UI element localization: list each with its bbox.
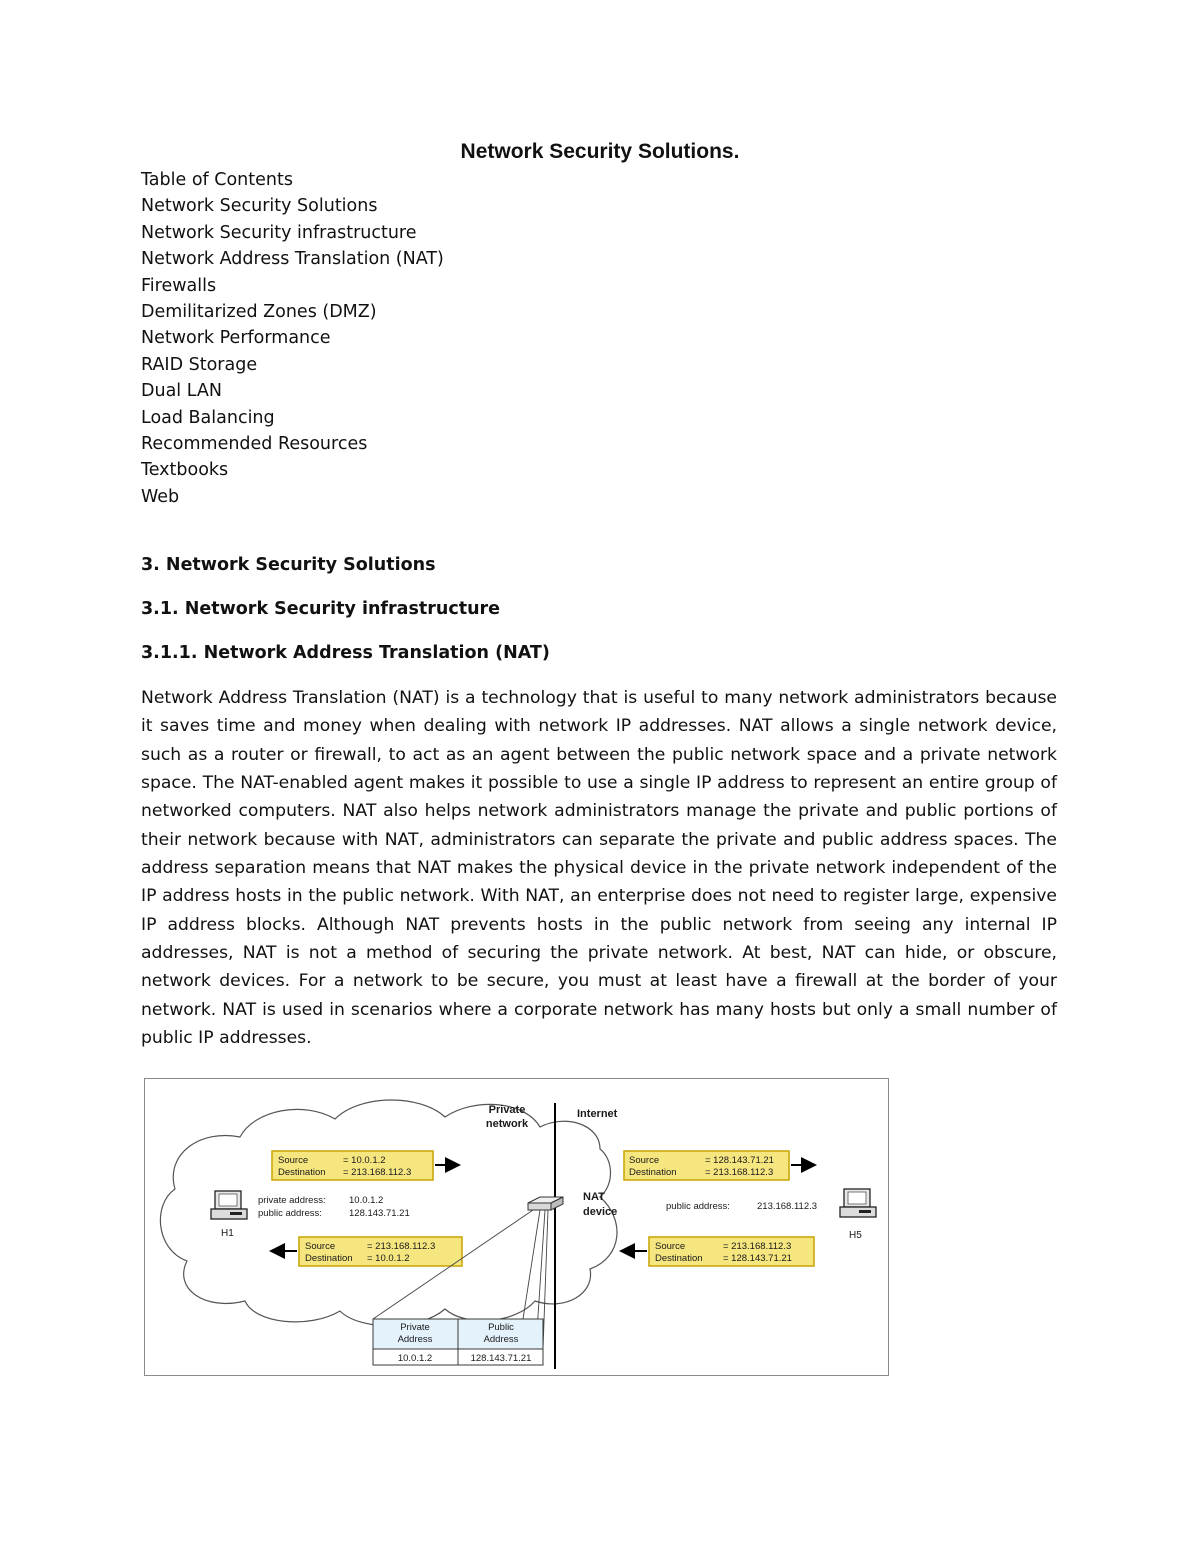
private-network-label-line2: network (485, 1118, 529, 1130)
svg-text:Destination: Destination (278, 1167, 326, 1178)
nat-diagram (144, 1078, 889, 1376)
svg-text:= 128.143.71.21: = 128.143.71.21 (705, 1155, 774, 1166)
svg-text:Address: Address (483, 1334, 519, 1345)
section-heading-3: 3. Network Security Solutions (141, 555, 436, 575)
h1-public-address-label: public address: (258, 1208, 322, 1219)
svg-text:= 10.0.1.2: = 10.0.1.2 (343, 1155, 386, 1166)
h5-public-address-label: public address: (666, 1201, 730, 1212)
h1-private-address-value: 10.0.1.2 (349, 1195, 384, 1206)
table-of-contents (141, 167, 444, 510)
toc-item: RAID Storage (141, 354, 258, 375)
table-header-private: Private (400, 1322, 430, 1333)
svg-text:= 213.168.112.3: = 213.168.112.3 (705, 1167, 774, 1178)
svg-text:= 128.143.71.21: = 128.143.71.21 (723, 1253, 792, 1264)
h1-public-address-value: 128.143.71.21 (349, 1208, 410, 1219)
svg-text:Address: Address (397, 1334, 433, 1345)
private-network-label-line1: Private (488, 1104, 526, 1116)
section-heading-3-1: 3.1. Network Security infrastructure (141, 599, 501, 619)
packet-private-outbound (272, 1151, 457, 1180)
nat-translation-table (373, 1319, 543, 1365)
computer-icon-h1 (211, 1191, 247, 1219)
table-cell-private: 10.0.1.2 (397, 1353, 433, 1364)
svg-text:Destination: Destination (305, 1253, 353, 1264)
host-label-h1: H1 (221, 1228, 234, 1239)
nat-diagram-svg (145, 1079, 888, 1375)
svg-text:Destination: Destination (655, 1253, 703, 1264)
table-cell-public: 128.143.71.21 (470, 1353, 532, 1364)
host-label-h5: H5 (849, 1230, 862, 1241)
svg-text:Source: Source (629, 1155, 660, 1166)
svg-text:= 213.168.112.3: = 213.168.112.3 (343, 1167, 412, 1178)
toc-item: Network Address Translation (NAT) (141, 249, 444, 270)
packet-private-inbound (273, 1237, 462, 1266)
h1-private-address-label: private address: (258, 1195, 326, 1206)
computer-icon-h5 (840, 1189, 876, 1217)
section-heading-3-1-1: 3.1.1. Network Address Translation (NAT) (141, 643, 550, 663)
svg-text:= 213.168.112.3: = 213.168.112.3 (723, 1241, 792, 1252)
packet-public-outbound (624, 1151, 813, 1180)
svg-text:Source: Source (278, 1155, 309, 1166)
toc-heading: Table of Contents (141, 170, 293, 190)
nat-paragraph: Network Address Translation (NAT) is a technology that is useful to many network administrators because it saves time and money when dealing with network IP addresses. NAT allows a single network device, such as a router or firewall, to act as an agent between the public network space and a private network space. The NAT-enabled agent makes it possible to use a single IP address to represent an entire group of networked computers. NAT also helps network administrators manage the private and public portions of their network because with NAT, administrators can separate the private and public address spaces. The address separation means that NAT makes the physical device in the private network independent of the IP address hosts in the public network. With NAT, an enterprise does not need to register large, expensive IP address blocks. Although NAT prevents hosts in the public network from seeing any internal IP addresses, NAT is not a method of securing the private network. At best, NAT can hide, or obscure, network devices. For a network to be secure, you must at least have a firewall at the border of your network. NAT is used in scenarios where a corporate network has many hosts but only a small number of public IP addresses. (141, 688, 1057, 1049)
toc-item: Network Security infrastructure (141, 222, 417, 243)
toc-item: Web (141, 486, 180, 507)
h5-public-address-value: 213.168.112.3 (757, 1201, 818, 1212)
svg-text:= 213.168.112.3: = 213.168.112.3 (367, 1241, 436, 1252)
toc-item: Network Security Solutions (141, 196, 378, 217)
nat-device-label-line1: NAT (583, 1191, 605, 1203)
svg-text:= 10.0.1.2: = 10.0.1.2 (367, 1253, 410, 1264)
toc-item: Dual LAN (141, 381, 222, 402)
svg-text:Destination: Destination (629, 1167, 677, 1178)
toc-item: Load Balancing (141, 407, 275, 428)
internet-label: Internet (577, 1108, 618, 1120)
toc-item: Recommended Resources (141, 433, 368, 454)
toc-item: Firewalls (141, 275, 217, 296)
document-title: Network Security Solutions. (460, 140, 740, 163)
toc-item: Network Performance (141, 328, 331, 349)
svg-text:Source: Source (305, 1241, 336, 1252)
toc-item: Textbooks (141, 460, 229, 481)
svg-text:Source: Source (655, 1241, 686, 1252)
table-header-public: Public (488, 1322, 514, 1333)
nat-device-label-line2: device (583, 1206, 618, 1218)
toc-item: Demilitarized Zones (DMZ) (141, 301, 377, 322)
packet-public-inbound (623, 1237, 814, 1266)
